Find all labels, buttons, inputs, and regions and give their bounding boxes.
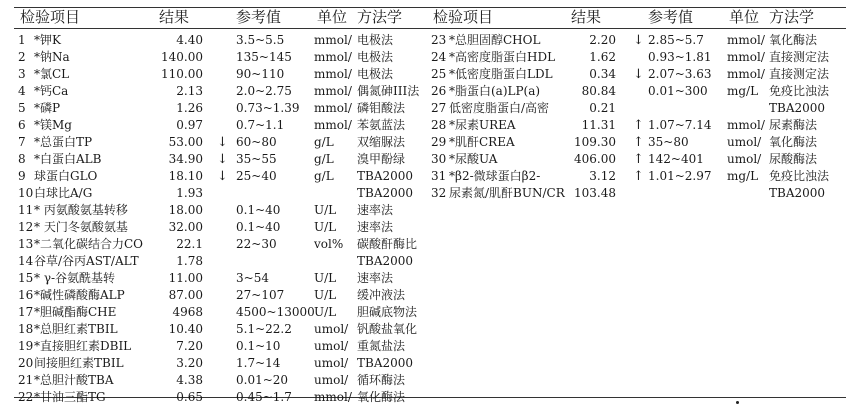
row-reference-range: 4500~13000: [236, 305, 315, 319]
row-test-item: * 丙氨酸氨基转移: [34, 203, 128, 217]
row-test-item: 间接胆红素TBIL: [34, 356, 124, 370]
row-reference-range: 0.1~10: [236, 339, 281, 353]
row-result-value: 18.00: [168, 203, 203, 217]
row-unit: umol/: [314, 373, 349, 387]
header-reference-right: 参考值: [648, 8, 694, 26]
row-method: TBA2000: [357, 169, 414, 183]
row-reference-range: 35~80: [648, 135, 689, 149]
header-reference-left: 参考值: [236, 8, 282, 26]
row-result-value: 2.13: [176, 84, 203, 98]
row-reference-range: 0.1~40: [236, 220, 281, 234]
header-item-left: 检验项目: [20, 8, 81, 26]
row-unit: g/L: [314, 135, 334, 149]
row-result-value: 1.78: [176, 254, 203, 268]
row-number: 19: [18, 339, 34, 353]
row-number: 7: [18, 135, 26, 149]
row-result-value: 110.00: [161, 67, 203, 81]
row-reference-range: 3.5~5.5: [236, 33, 285, 47]
row-reference-range: 90~110: [236, 67, 285, 81]
row-abnormal-flag: ↑: [633, 152, 644, 167]
row-reference-range: 0.45~1.7: [236, 390, 292, 404]
row-test-item: *直接胆红素DBIL: [34, 339, 132, 353]
row-abnormal-flag: ↓: [217, 152, 228, 167]
row-method: 速率法: [357, 271, 394, 285]
row-number: 27: [431, 101, 447, 115]
row-test-item: *总胆汁酸TBA: [34, 373, 114, 387]
row-result-value: 4968: [172, 305, 203, 319]
row-unit: mmol/: [314, 101, 352, 115]
row-method: 电极法: [357, 67, 394, 81]
row-method: TBA2000: [357, 186, 414, 200]
row-result-value: 1.62: [589, 50, 616, 64]
table-top-rule: [14, 7, 846, 8]
row-reference-range: 142~401: [648, 152, 704, 166]
row-result-value: 0.21: [589, 101, 616, 115]
scan-dot-mark: [736, 401, 739, 404]
row-unit: U/L: [314, 220, 337, 234]
row-reference-range: 5.1~22.2: [236, 322, 292, 336]
row-method: 尿酸酶法: [769, 152, 818, 166]
row-number: 6: [18, 118, 26, 132]
row-method: 速率法: [357, 203, 394, 217]
row-result-value: 1.26: [176, 101, 203, 115]
table-row: [0, 151, 856, 168]
row-result-value: 2.20: [589, 33, 616, 47]
row-unit: g/L: [314, 169, 334, 183]
row-method: 缓冲液法: [357, 288, 406, 302]
row-number: 11: [18, 203, 34, 217]
row-unit: mmol/: [314, 33, 352, 47]
table-row: [0, 32, 856, 49]
row-result-value: 80.84: [581, 84, 616, 98]
header-result-left: 结果: [159, 8, 190, 26]
row-test-item: *胆碱酯酶CHE: [34, 305, 117, 319]
table-row: [0, 168, 856, 185]
row-reference-range: 25~40: [236, 169, 277, 183]
table-row: [0, 355, 856, 372]
row-test-item: *总胆固醇CHOL: [449, 33, 541, 47]
row-result-value: 10.40: [168, 322, 203, 336]
row-reference-range: 60~80: [236, 135, 277, 149]
row-reference-range: 2.85~5.7: [648, 33, 704, 47]
table-row: [0, 236, 856, 253]
row-number: 20: [18, 356, 34, 370]
row-number: 5: [18, 101, 26, 115]
row-result-value: 103.48: [574, 186, 616, 200]
row-result-value: 32.00: [168, 220, 203, 234]
table-row: [0, 100, 856, 117]
row-number: 17: [18, 305, 34, 319]
row-abnormal-flag: ↓: [633, 33, 644, 48]
row-test-item: 白球比A/G: [34, 186, 93, 200]
row-number: 25: [431, 67, 447, 81]
row-method: TBA2000: [357, 254, 414, 268]
row-test-item: *氯CL: [34, 67, 70, 81]
row-result-value: 11.00: [168, 271, 203, 285]
header-result-right: 结果: [571, 8, 602, 26]
row-method: 碳酸酐酶比: [357, 237, 418, 251]
row-reference-range: 0.7~1.1: [236, 118, 285, 132]
row-result-value: 0.65: [176, 390, 203, 404]
row-method: 尿素酶法: [769, 118, 818, 132]
row-method: 电极法: [357, 33, 394, 47]
row-method: 免疫比浊法: [769, 84, 830, 98]
row-test-item: *甘油三酯TG: [34, 390, 106, 404]
row-reference-range: 0.73~1.39: [236, 101, 300, 115]
row-unit: mg/L: [727, 84, 759, 98]
row-result-value: 4.38: [176, 373, 203, 387]
row-number: 30: [431, 152, 447, 166]
row-abnormal-flag: ↑: [633, 118, 644, 133]
row-test-item: *总胆红素TBIL: [34, 322, 118, 336]
row-abnormal-flag: ↓: [633, 67, 644, 82]
row-method: 免疫比浊法: [769, 169, 830, 183]
row-test-item: *钙Ca: [34, 84, 69, 98]
row-method: 循环酶法: [357, 373, 406, 387]
row-method: 偶氮砷III法: [357, 84, 420, 98]
row-test-item: *高密度脂蛋白HDL: [449, 50, 556, 64]
row-abnormal-flag: ↑: [633, 135, 644, 150]
row-test-item: *碱性磷酸酶ALP: [34, 288, 125, 302]
row-test-item: *二氧化碳结合力CO: [34, 237, 144, 251]
row-result-value: 0.97: [176, 118, 203, 132]
table-row: [0, 253, 856, 270]
row-reference-range: 27~107: [236, 288, 285, 302]
row-test-item: *钾K: [34, 33, 61, 47]
row-reference-range: 1.07~7.14: [648, 118, 712, 132]
row-test-item: * γ-谷氨酰基转: [34, 271, 116, 285]
row-unit: mmol/: [314, 67, 352, 81]
row-result-value: 4.40: [176, 33, 203, 47]
row-result-value: 1.93: [176, 186, 203, 200]
table-row: [0, 83, 856, 100]
row-result-value: 11.31: [581, 118, 616, 132]
row-reference-range: 0.01~300: [648, 84, 708, 98]
row-test-item: * 天门冬氨酸氨基: [34, 220, 128, 234]
row-reference-range: 35~55: [236, 152, 277, 166]
header-divider-rule: [14, 28, 846, 29]
row-unit: mmol/: [727, 50, 765, 64]
row-reference-range: 0.01~20: [236, 373, 289, 387]
table-row: [0, 219, 856, 236]
row-method: 氧化酶法: [769, 135, 818, 149]
row-number: 4: [18, 84, 26, 98]
row-unit: umol/: [314, 356, 349, 370]
row-number: 22: [18, 390, 34, 404]
row-unit: mmol/: [314, 118, 352, 132]
row-method: 苯氨蓝法: [357, 118, 406, 132]
row-number: 14: [18, 254, 34, 268]
row-test-item: *尿素UREA: [449, 118, 516, 132]
row-test-item: *尿酸UA: [449, 152, 498, 166]
row-number: 23: [431, 33, 447, 47]
row-number: 29: [431, 135, 447, 149]
row-number: 1: [18, 33, 26, 47]
row-result-value: 53.00: [168, 135, 203, 149]
row-unit: U/L: [314, 288, 337, 302]
row-result-value: 18.10: [168, 169, 203, 183]
table-row: [0, 304, 856, 321]
row-number: 26: [431, 84, 447, 98]
table-row: [0, 287, 856, 304]
row-number: 18: [18, 322, 34, 336]
row-method: 直接测定法: [769, 50, 830, 64]
row-reference-range: 3~54: [236, 271, 269, 285]
table-row: [0, 134, 856, 151]
row-test-item: *磷P: [34, 101, 61, 115]
row-result-value: 22.1: [176, 237, 203, 251]
row-abnormal-flag: ↓: [217, 169, 228, 184]
row-test-item: *镁Mg: [34, 118, 72, 132]
row-method: 速率法: [357, 220, 394, 234]
row-number: 10: [18, 186, 34, 200]
row-method: TBA2000: [357, 356, 414, 370]
table-row: [0, 185, 856, 202]
table-row: [0, 389, 856, 406]
row-result-value: 7.20: [176, 339, 203, 353]
row-number: 31: [431, 169, 447, 183]
row-result-value: 3.20: [176, 356, 203, 370]
row-test-item: 谷草/谷丙AST/ALT: [34, 254, 139, 268]
row-result-value: 109.30: [574, 135, 616, 149]
table-row: [0, 117, 856, 134]
row-unit: umol/: [727, 152, 762, 166]
row-test-item: *β2-微球蛋白β2-: [449, 169, 541, 183]
row-reference-range: 1.7~14: [236, 356, 281, 370]
row-number: 3: [18, 67, 26, 81]
row-test-item: *钠Na: [34, 50, 70, 64]
row-unit: U/L: [314, 271, 337, 285]
row-test-item: *肌酐CREA: [449, 135, 515, 149]
row-reference-range: 0.1~40: [236, 203, 281, 217]
header-item-right: 检验项目: [433, 8, 494, 26]
row-unit: umol/: [314, 339, 349, 353]
table-row: [0, 66, 856, 83]
row-test-item: 球蛋白GLO: [34, 169, 98, 183]
header-unit-left: 单位: [317, 8, 348, 26]
row-result-value: 3.12: [589, 169, 616, 183]
row-result-value: 140.00: [161, 50, 203, 64]
row-number: 8: [18, 152, 26, 166]
table-row: [0, 321, 856, 338]
row-result-value: 87.00: [168, 288, 203, 302]
row-method: TBA2000: [769, 186, 826, 200]
table-row: [0, 49, 856, 66]
header-method-left: 方法学: [357, 8, 403, 26]
row-test-item: 低密度脂蛋白/高密: [449, 101, 550, 115]
row-reference-range: 135~145: [236, 50, 292, 64]
row-method: 氧化酶法: [357, 390, 406, 404]
row-method: 胆碱底物法: [357, 305, 418, 319]
row-test-item: *低密度脂蛋白LDL: [449, 67, 553, 81]
row-method: 直接测定法: [769, 67, 830, 81]
table-row: [0, 270, 856, 287]
row-unit: g/L: [314, 152, 334, 166]
table-row: [0, 372, 856, 389]
header-method-right: 方法学: [769, 8, 815, 26]
table-row: [0, 202, 856, 219]
row-test-item: *脂蛋白(a)LP(a): [449, 84, 541, 98]
row-abnormal-flag: ↓: [217, 135, 228, 150]
row-unit: umol/: [727, 135, 762, 149]
row-number: 15: [18, 271, 34, 285]
row-number: 9: [18, 169, 26, 183]
row-number: 2: [18, 50, 26, 64]
row-unit: mmol/: [314, 50, 352, 64]
row-result-value: 34.90: [168, 152, 203, 166]
row-number: 21: [18, 373, 34, 387]
row-number: 16: [18, 288, 34, 302]
row-unit: mg/L: [727, 169, 759, 183]
row-reference-range: 2.0~2.75: [236, 84, 292, 98]
row-unit: mmol/: [727, 33, 765, 47]
row-number: 32: [431, 186, 447, 200]
row-unit: mmol/: [314, 84, 352, 98]
row-method: 磷钼酸法: [357, 101, 406, 115]
row-reference-range: 0.93~1.81: [648, 50, 712, 64]
row-unit: mmol/: [727, 118, 765, 132]
row-unit: mmol/: [727, 67, 765, 81]
row-abnormal-flag: ↑: [633, 169, 644, 184]
row-result-value: 0.34: [589, 67, 616, 81]
row-unit: umol/: [314, 322, 349, 336]
row-reference-range: 1.01~2.97: [648, 169, 712, 183]
row-unit: U/L: [314, 203, 337, 217]
row-number: 28: [431, 118, 447, 132]
row-method: TBA2000: [769, 101, 826, 115]
row-test-item: *白蛋白ALB: [34, 152, 102, 166]
row-test-item: *总蛋白TP: [34, 135, 93, 149]
row-unit: U/L: [314, 305, 337, 319]
row-method: 双缩脲法: [357, 135, 406, 149]
row-number: 13: [18, 237, 34, 251]
row-method: 溴甲酚绿: [357, 152, 406, 166]
header-unit-right: 单位: [729, 8, 760, 26]
table-row: [0, 338, 856, 355]
row-method: 重氮盐法: [357, 339, 406, 353]
row-number: 12: [18, 220, 34, 234]
row-reference-range: 2.07~3.63: [648, 67, 712, 81]
row-unit: vol%: [314, 237, 344, 251]
row-method: 电极法: [357, 50, 394, 64]
row-test-item: 尿素氮/肌酐BUN/CR: [449, 186, 565, 200]
row-unit: mmol/: [314, 390, 352, 404]
row-result-value: 406.00: [574, 152, 616, 166]
row-method: 氧化酶法: [769, 33, 818, 47]
row-number: 24: [431, 50, 447, 64]
row-reference-range: 22~30: [236, 237, 277, 251]
row-method: 钒酸盐氧化: [357, 322, 418, 336]
